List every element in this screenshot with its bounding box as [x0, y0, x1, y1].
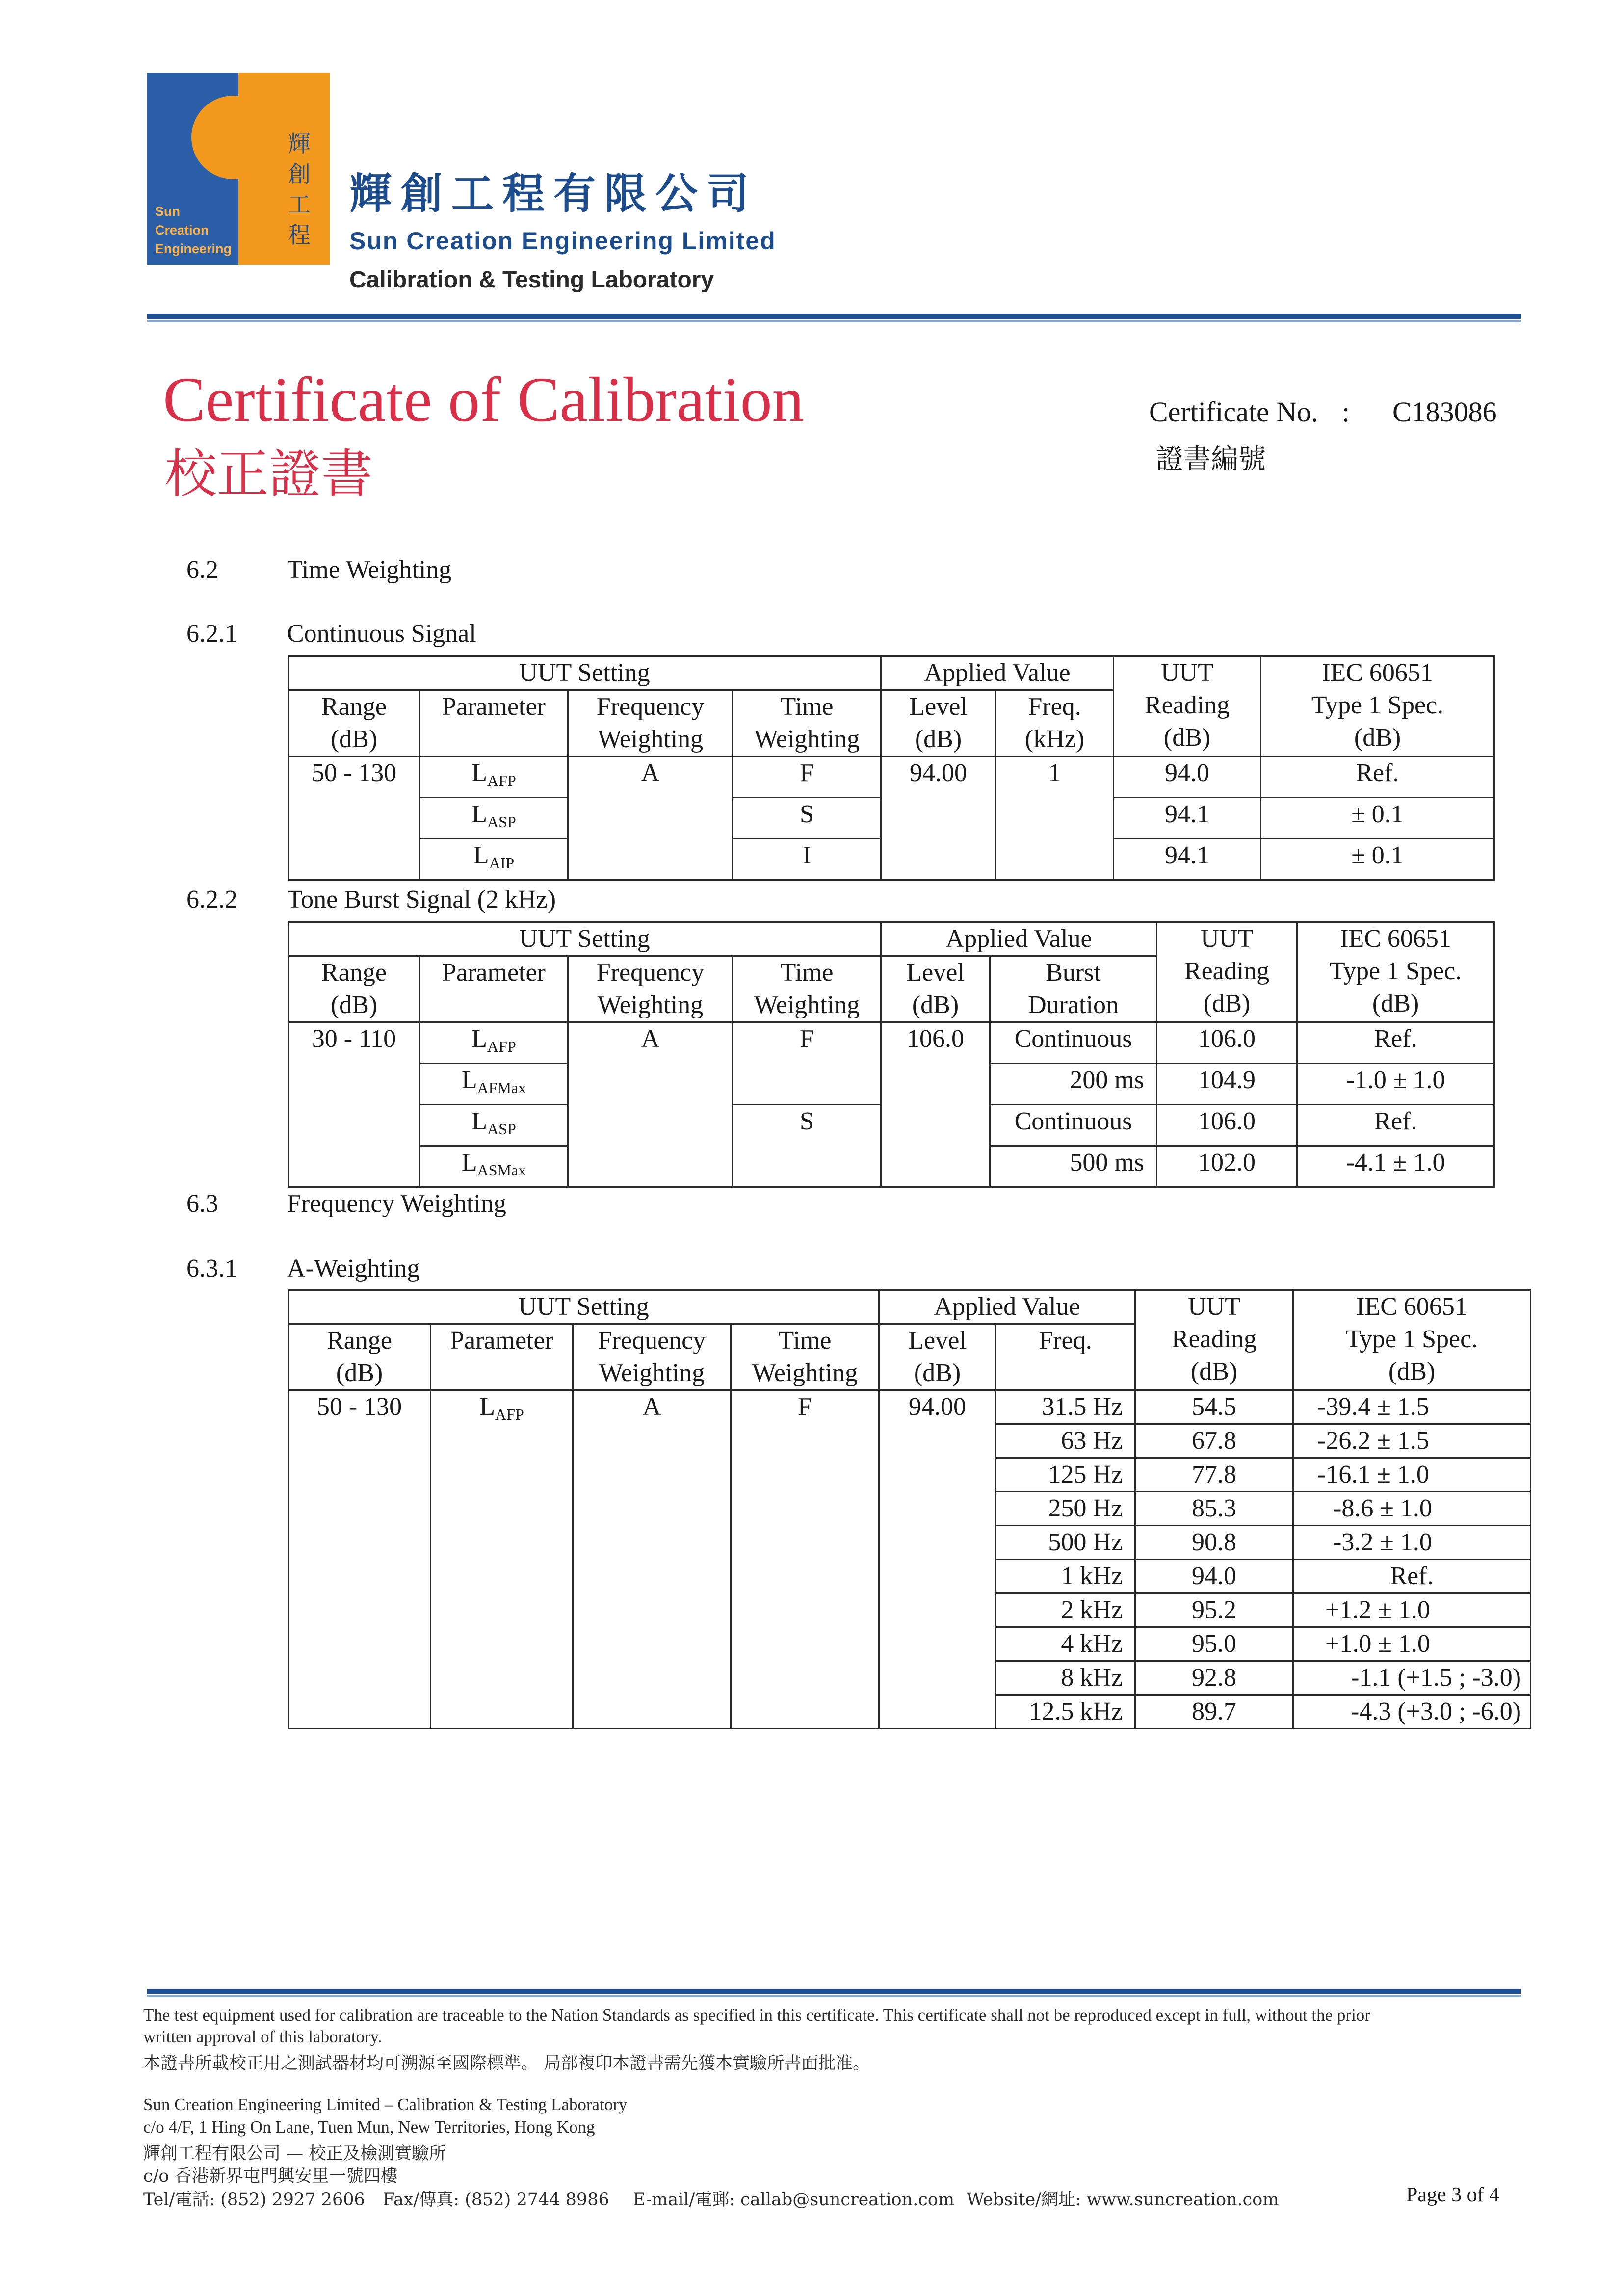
- duration-value: 200 ms: [990, 1064, 1157, 1105]
- duration-value: Continuous: [990, 1105, 1157, 1146]
- section-title: A-Weighting: [287, 1254, 420, 1282]
- spec-value: -4.3 (+3.0 ; -6.0): [1293, 1695, 1531, 1729]
- uut-reading-header: UUT Reading (dB): [1114, 656, 1261, 757]
- traceability-note-line2: written approval of this laboratory.: [143, 2027, 382, 2046]
- fax: Fax/傳真: (852) 2744 8986: [383, 2190, 609, 2210]
- frequency-weighting-header: Frequency Weighting: [573, 1324, 731, 1390]
- reading-value: 89.7: [1135, 1695, 1293, 1729]
- parameter-value: $L_{AFMax}$: [420, 1064, 568, 1105]
- traceability-note: The test equipment used for calibration are traceable to the Nation Standards as specified in this certificate. This certificate shall not be reproduced except in full, without the prior: [143, 2006, 1370, 2025]
- uut-setting-header: UUT Setting: [288, 656, 881, 690]
- reading-value: 94.1: [1114, 839, 1261, 880]
- time-weighting-header: Time Weighting: [733, 690, 881, 757]
- reading-value: 95.2: [1135, 1593, 1293, 1627]
- certificate-number: C183086: [1392, 396, 1497, 428]
- reading-value: 54.5: [1135, 1390, 1293, 1424]
- spec-value: Ref.: [1261, 757, 1494, 798]
- a-weighting-table: [288, 1289, 1531, 1729]
- uut-setting-header: UUT Setting: [288, 1290, 879, 1324]
- logo-chinese-text: 輝 創 工 程: [288, 130, 311, 248]
- parameter-value: $L_{AFP}$: [420, 757, 568, 798]
- footer-divider: [147, 1989, 1521, 1994]
- section-title: Tone Burst Signal (2 kHz): [287, 886, 556, 913]
- range-header: Range (dB): [288, 690, 420, 757]
- company-name-chinese: 輝創工程有限公司: [349, 169, 758, 218]
- certificate-number-label-chinese: 證書編號: [1156, 444, 1266, 475]
- parameter-value: $L_{ASMax}$: [420, 1146, 568, 1187]
- iec-spec-header: IEC 60651 Type 1 Spec. (dB): [1297, 922, 1494, 1022]
- reading-value: 94.0: [1135, 1560, 1293, 1593]
- reading-value: 104.9: [1157, 1064, 1297, 1105]
- spec-value: Ref.: [1297, 1105, 1494, 1146]
- time-weighting-value: I: [733, 839, 881, 880]
- iec-spec-header: IEC 60651 Type 1 Spec. (dB): [1293, 1290, 1531, 1390]
- duration-value: 500 ms: [990, 1146, 1157, 1187]
- section-title: Continuous Signal: [287, 620, 476, 648]
- spec-value: -3.2 ± 1.0: [1293, 1526, 1531, 1560]
- table-row: [288, 1390, 1531, 1424]
- frequency-weighting-header: Frequency Weighting: [568, 956, 733, 1022]
- freq-header: Freq.: [996, 1324, 1135, 1390]
- address-company-chinese: 輝創工程有限公司 — 校正及檢測實驗所: [143, 2144, 446, 2164]
- header-divider-light: [147, 320, 1521, 322]
- section-number: 6.2.2: [186, 886, 237, 913]
- freq-header: Freq. (kHz): [996, 690, 1114, 757]
- page-number: Page 3 of 4: [1406, 2184, 1500, 2206]
- reading-value: 102.0: [1157, 1146, 1297, 1187]
- freq-value: 2 kHz: [996, 1593, 1135, 1627]
- parameter-value: $L_{AFP}$: [420, 1022, 568, 1064]
- time-weighting-value: S: [733, 798, 881, 839]
- spec-value: -26.2 ± 1.5: [1293, 1424, 1531, 1458]
- spec-value: +1.0 ± 1.0: [1293, 1627, 1531, 1661]
- logo-sun-circle: [191, 96, 275, 179]
- level-header: Level (dB): [881, 690, 996, 757]
- spec-value: -4.1 ± 1.0: [1297, 1146, 1494, 1187]
- parameter-value: $L_{AIP}$: [420, 839, 568, 880]
- level-value: 106.0: [881, 1022, 990, 1187]
- section-number: 6.3: [186, 1190, 218, 1218]
- reading-value: 106.0: [1157, 1105, 1297, 1146]
- freq-value: 31.5 Hz: [996, 1390, 1135, 1424]
- freq-value: 250 Hz: [996, 1492, 1135, 1526]
- reading-value: 95.0: [1135, 1627, 1293, 1661]
- continuous-signal-table: [288, 655, 1495, 881]
- freq-value: 1: [996, 757, 1114, 880]
- footer-divider-light: [147, 1995, 1521, 1997]
- reading-value: 106.0: [1157, 1022, 1297, 1064]
- telephone: Tel/電話: (852) 2927 2606: [143, 2190, 365, 2210]
- section-title: Time Weighting: [287, 556, 452, 584]
- reading-value: 85.3: [1135, 1492, 1293, 1526]
- time-weighting-header: Time Weighting: [731, 1324, 879, 1390]
- website: Website/網址: www.suncreation.com: [967, 2190, 1279, 2210]
- parameter-value: $L_{ASP}$: [420, 1105, 568, 1146]
- spec-value: ± 0.1: [1261, 839, 1494, 880]
- reading-value: 77.8: [1135, 1458, 1293, 1492]
- certificate-number-label: Certificate No.: [1149, 396, 1318, 428]
- range-header: Range (dB): [288, 1324, 431, 1390]
- range-header: Range (dB): [288, 956, 420, 1022]
- applied-value-header: Applied Value: [881, 922, 1157, 956]
- range-value: 50 - 130: [288, 1390, 431, 1729]
- level-header: Level (dB): [879, 1324, 996, 1390]
- parameter-header: Parameter: [420, 956, 568, 1022]
- time-weighting-value: S: [733, 1105, 881, 1187]
- burst-duration-header: Burst Duration: [990, 956, 1157, 1022]
- laboratory-name: Calibration & Testing Laboratory: [349, 267, 714, 293]
- freq-value: 63 Hz: [996, 1424, 1135, 1458]
- freq-value: 4 kHz: [996, 1627, 1135, 1661]
- parameter-header: Parameter: [431, 1324, 573, 1390]
- time-weighting-header: Time Weighting: [733, 956, 881, 1022]
- spec-value: -1.0 ± 1.0: [1297, 1064, 1494, 1105]
- certificate-number-colon: :: [1342, 396, 1350, 428]
- email: E-mail/電郵: callab@suncreation.com: [633, 2190, 955, 2210]
- table-row: [288, 757, 1494, 798]
- level-value: 94.00: [881, 757, 996, 880]
- freq-value: 500 Hz: [996, 1526, 1135, 1560]
- uut-reading-header: UUT Reading (dB): [1135, 1290, 1293, 1390]
- time-weighting-value: F: [731, 1390, 879, 1729]
- spec-value: -16.1 ± 1.0: [1293, 1458, 1531, 1492]
- traceability-note-chinese: 本證書所載校正用之測試器材均可溯源至國際標準。 局部複印本證書需先獲本實驗所書面批准。: [143, 2054, 870, 2073]
- level-value: 94.00: [879, 1390, 996, 1729]
- parameter-value: $L_{ASP}$: [420, 798, 568, 839]
- spec-value: Ref.: [1297, 1022, 1494, 1064]
- reading-value: 90.8: [1135, 1526, 1293, 1560]
- freq-value: 125 Hz: [996, 1458, 1135, 1492]
- certificate-title-chinese: 校正證書: [165, 444, 373, 504]
- spec-value: -8.6 ± 1.0: [1293, 1492, 1531, 1526]
- level-header: Level (dB): [881, 956, 990, 1022]
- spec-value: -39.4 ± 1.5: [1293, 1390, 1531, 1424]
- frequency-weighting-value: A: [568, 757, 733, 880]
- uut-reading-header: UUT Reading (dB): [1157, 922, 1297, 1022]
- duration-value: Continuous: [990, 1022, 1157, 1064]
- range-value: 30 - 110: [288, 1022, 420, 1187]
- company-name-english: Sun Creation Engineering Limited: [349, 227, 776, 255]
- frequency-weighting-value: A: [568, 1022, 733, 1187]
- applied-value-header: Applied Value: [881, 656, 1114, 690]
- certificate-title: Certificate of Calibration: [163, 365, 804, 435]
- reading-value: 67.8: [1135, 1424, 1293, 1458]
- frequency-weighting-value: A: [573, 1390, 731, 1729]
- time-weighting-value: F: [733, 1022, 881, 1105]
- section-number: 6.2.1: [186, 620, 237, 648]
- tone-burst-table: [288, 921, 1495, 1188]
- header-divider: [147, 314, 1521, 319]
- applied-value-header: Applied Value: [879, 1290, 1135, 1324]
- reading-value: 92.8: [1135, 1661, 1293, 1695]
- address-company: Sun Creation Engineering Limited – Calibration & Testing Laboratory: [143, 2095, 628, 2114]
- spec-value: ± 0.1: [1261, 798, 1494, 839]
- freq-value: 8 kHz: [996, 1661, 1135, 1695]
- table-row: [288, 1022, 1494, 1064]
- parameter-value: $L_{AFP}$: [431, 1390, 573, 1729]
- frequency-weighting-header: Frequency Weighting: [568, 690, 733, 757]
- range-value: 50 - 130: [288, 757, 420, 880]
- parameter-header: Parameter: [420, 690, 568, 757]
- section-number: 6.3.1: [186, 1254, 237, 1282]
- spec-value: +1.2 ± 1.0: [1293, 1593, 1531, 1627]
- iec-spec-header: IEC 60651 Type 1 Spec. (dB): [1261, 656, 1494, 757]
- address-line: c/o 4/F, 1 Hing On Lane, Tuen Mun, New Territories, Hong Kong: [143, 2117, 595, 2137]
- logo-english-text: Sun Creation Engineering: [155, 204, 232, 256]
- freq-value: 1 kHz: [996, 1560, 1135, 1593]
- reading-value: 94.0: [1114, 757, 1261, 798]
- freq-value: 12.5 kHz: [996, 1695, 1135, 1729]
- section-number: 6.2: [186, 556, 218, 584]
- reading-value: 94.1: [1114, 798, 1261, 839]
- time-weighting-value: F: [733, 757, 881, 798]
- spec-value: -1.1 (+1.5 ; -3.0): [1293, 1661, 1531, 1695]
- section-title: Frequency Weighting: [287, 1190, 506, 1218]
- address-line-chinese: c/o 香港新界屯門興安里一號四樓: [143, 2166, 398, 2186]
- uut-setting-header: UUT Setting: [288, 922, 881, 956]
- spec-value: Ref.: [1293, 1560, 1531, 1593]
